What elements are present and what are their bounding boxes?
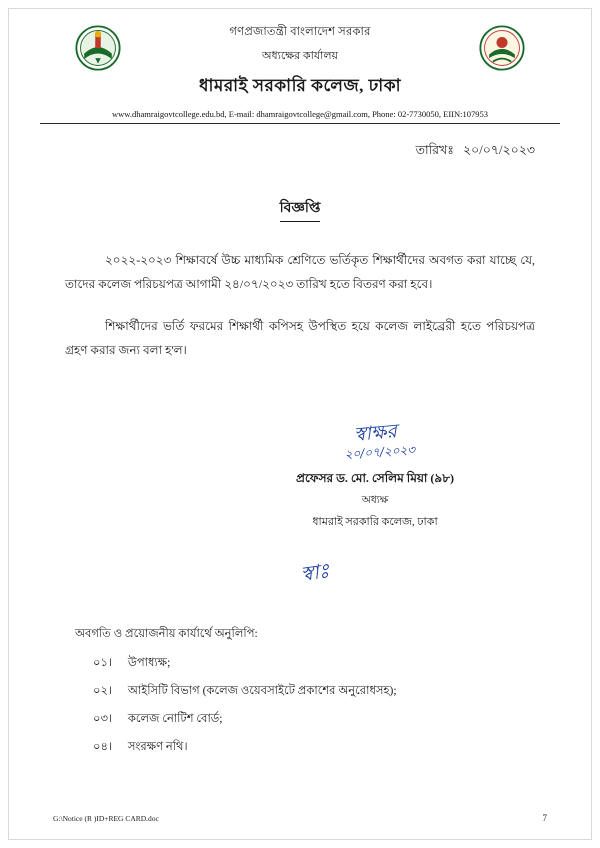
list-item (93, 710, 591, 729)
handwritten-signature-date: ২০/০৭/২০২৩ (344, 442, 416, 462)
government-line: গণপ্রজাতন্ত্রী বাংলাদেশ সরকার (229, 26, 371, 38)
list-item-number: ০২। (93, 684, 113, 697)
list-item (93, 682, 591, 701)
signatory-institution: ধামরাই সরকারি কলেজ, ঢাকা (312, 515, 438, 528)
notice-title (9, 196, 591, 222)
secondary-signature-block (9, 558, 591, 591)
dhamrai-college-logo-icon (75, 25, 121, 71)
date-row (9, 142, 591, 162)
footer-file-path: G:\Notice (R )ID+REG CARD.doc (53, 814, 159, 823)
bangladesh-govt-emblem-icon (479, 25, 525, 71)
list-item-text: কলেজ নোটিশ বোর্ড; (127, 712, 223, 725)
notice-paragraph-2: শিক্ষার্থীদের ভর্তি ফরমের শিক্ষার্থী কপিসহ উপস্থিত হয়ে কলেজ লাইব্রেরী হতে পরিচয়পত্র গ্রহণ করার জন্য বলা হ'ল। (65, 319, 535, 357)
copy-to-heading: অবগতি ও প্রয়োজনীয় কার্যার্থে অনুলিপি: (75, 627, 258, 640)
signatory-role: অধ্যক্ষ (361, 494, 389, 506)
list-item-number: ০৪। (93, 740, 113, 753)
document-footer (9, 813, 591, 823)
signatory-name: প্রফেসর ড. মো. সেলিম মিয়া (৯৮) (296, 470, 454, 485)
college-title: ধামরাই সরকারি কলেজ, ঢাকা (198, 76, 402, 95)
header-divider (40, 123, 560, 124)
handwritten-signature: স্বাক্ষর (352, 420, 398, 446)
footer-page-number: 7 (542, 813, 547, 823)
list-item (93, 654, 591, 673)
list-item-number: ০১। (93, 656, 113, 669)
list-item-text: উপাধ্যক্ষ; (127, 656, 171, 669)
contact-line: www.dhamraigovtcollege.edu.bd, E-mail: dhamraigovtcollege@gmail.com, Phone: 02-7730050, EIIN:107953 (112, 109, 488, 119)
office-line: অধ্যক্ষের কার্যালয় (261, 50, 339, 62)
copy-to-section (75, 625, 591, 757)
list-item-number: ০৩। (93, 712, 113, 725)
list-item (93, 738, 591, 757)
date-label: তারিখঃ (415, 143, 454, 157)
notice-paragraph-1: ২০২২-২০২৩ শিক্ষাবর্ষে উচ্চ মাধ্যমিক শ্রেণিতে ভর্তিকৃত শিক্ষার্থীদের অবগত করা যাচ্ছে যে, তাদের কলেজ পরিচয়পত্র আগামী ২৪/০৭/২০২৩ তারিখ হতে বিতরণ করা হবে। (65, 253, 535, 291)
document-sheet (8, 8, 592, 840)
date-value: ২০/০৭/২০২৩ (463, 143, 535, 157)
notice-body (65, 222, 535, 362)
notice-title-text: বিজ্ঞপ্তি (280, 196, 321, 222)
list-item-text: সংরক্ষণ নথি। (127, 740, 188, 753)
document-header (9, 9, 591, 124)
list-item-text: আইসিটি বিভাগ (কলেজ ওয়েবসাইটে প্রকাশের অনুরোধসহ); (127, 684, 397, 697)
signature-block (9, 420, 591, 532)
secondary-signature-mark: স্বাঃ (298, 558, 331, 586)
